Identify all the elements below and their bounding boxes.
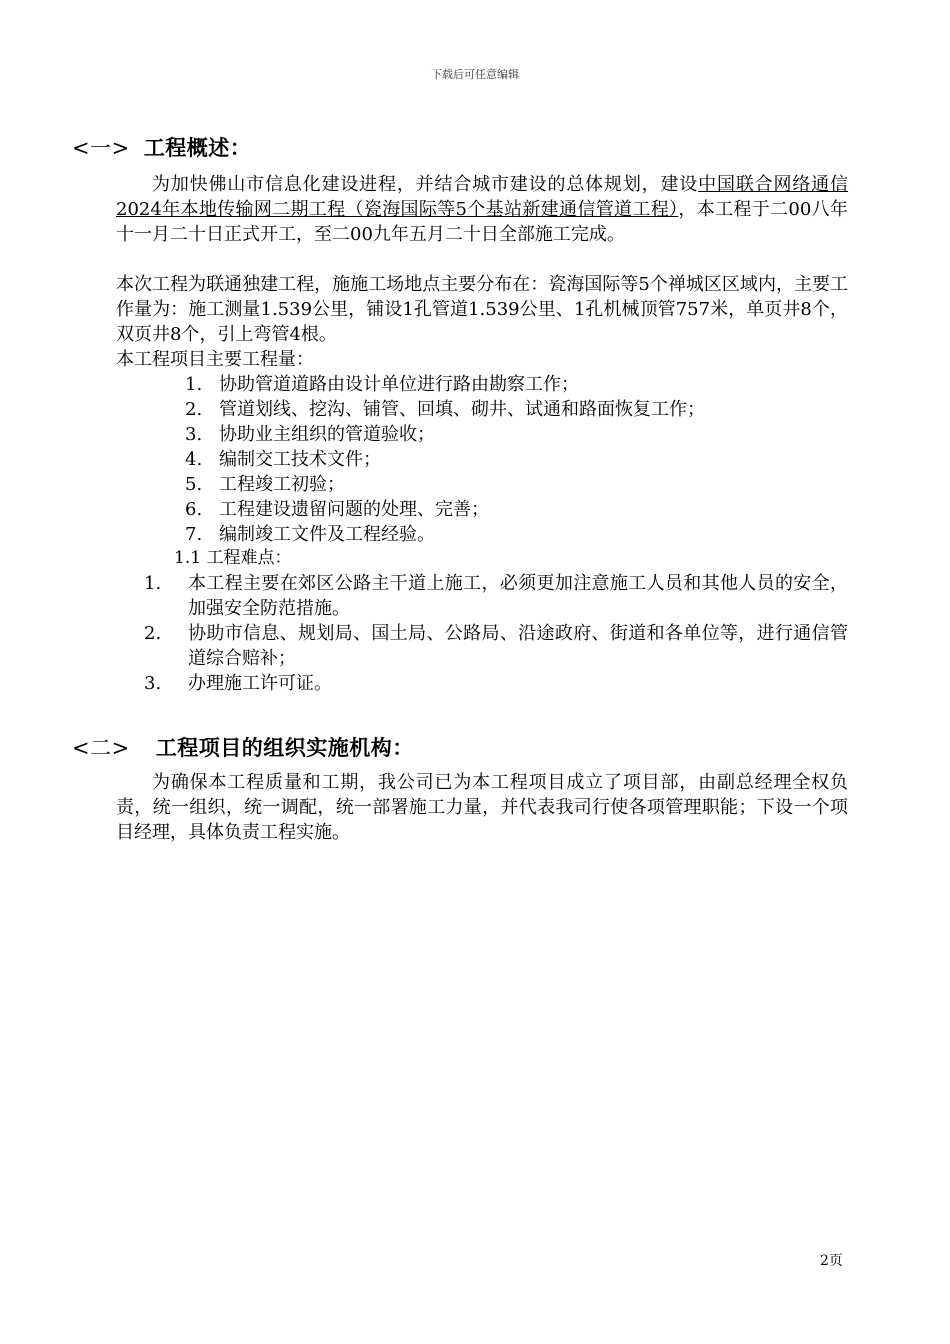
section-2-heading	[72, 732, 414, 762]
list-item: 1. 协助管道道路由设计单位进行路由勘察工作；	[185, 374, 579, 395]
project-name-underlined: 中国联合网络通信2024年本地传输网二期工程（瓷海国际等5个基站新建通信管道工程）	[116, 174, 849, 220]
list-item: 4. 编制交工技术文件；	[185, 449, 381, 470]
para1-text-after: ，本工程于二00八年十一月二十日正式开工，至二00九年五月二十日全部施工完成。	[116, 199, 848, 245]
sub-heading-difficulties: 1.1 工程难点：	[174, 548, 292, 568]
list-item: 3. 协助业主组织的管道验收；	[185, 424, 435, 445]
section-1-number: <一>	[72, 136, 130, 160]
work-items-list	[185, 372, 705, 547]
section-2-title: 工程项目的组织实施机构：	[155, 736, 414, 760]
list-item: 3. 办理施工许可证。	[144, 673, 332, 694]
header-note: 下载后可任意编辑	[431, 68, 519, 81]
section-1-heading	[72, 132, 251, 162]
section-1-paragraph-1	[116, 172, 848, 247]
list-item: 5. 工程竣工初验；	[185, 474, 345, 495]
list-item: 1. 本工程主要在郊区公路主干道上施工，必须更加注意施工人员和其他人员的安全，加强安全防范措施。	[144, 573, 848, 619]
list-item: 2. 协助市信息、规划局、国土局、公路局、沿途政府、街道和各单位等，进行通信管道综合赔补；	[144, 623, 848, 669]
section-2-paragraph-1: 为确保本工程质量和工期，我公司已为本工程项目成立了项目部，由副总经理全权负责，统一组织，统一调配，统一部署施工力量，并代表我司行使各项管理职能；下设一个项目经理，具体负责工程实施。	[116, 772, 848, 843]
difficulties-list	[144, 571, 848, 696]
section-2-number: <二>	[72, 736, 130, 760]
section-1-paragraph-2: 本次工程为联通独建工程，施施工场地点主要分布在：瓷海国际等5个禅城区区域内，主要工作量为：施工测量1.539公里，铺设1孔管道1.539公里、1孔机械顶管757米，单页井8个，双页井8个，引上弯管4根。	[116, 274, 848, 345]
para1-text-before: 为加快佛山市信息化建设进程，并结合城市建设的总体规划，建设	[152, 174, 699, 195]
list-item: 6. 工程建设遗留问题的处理、完善；	[185, 499, 489, 520]
list-item: 7. 编制竣工文件及工程经验。	[185, 524, 435, 545]
list-item: 2. 管道划线、挖沟、铺管、回填、砌井、试通和路面恢复工作；	[185, 399, 705, 420]
page-number: 2页	[820, 1253, 843, 1269]
section-1-title: 工程概述：	[143, 136, 252, 160]
section-1-paragraph-3: 本工程项目主要工程量：	[116, 349, 314, 370]
